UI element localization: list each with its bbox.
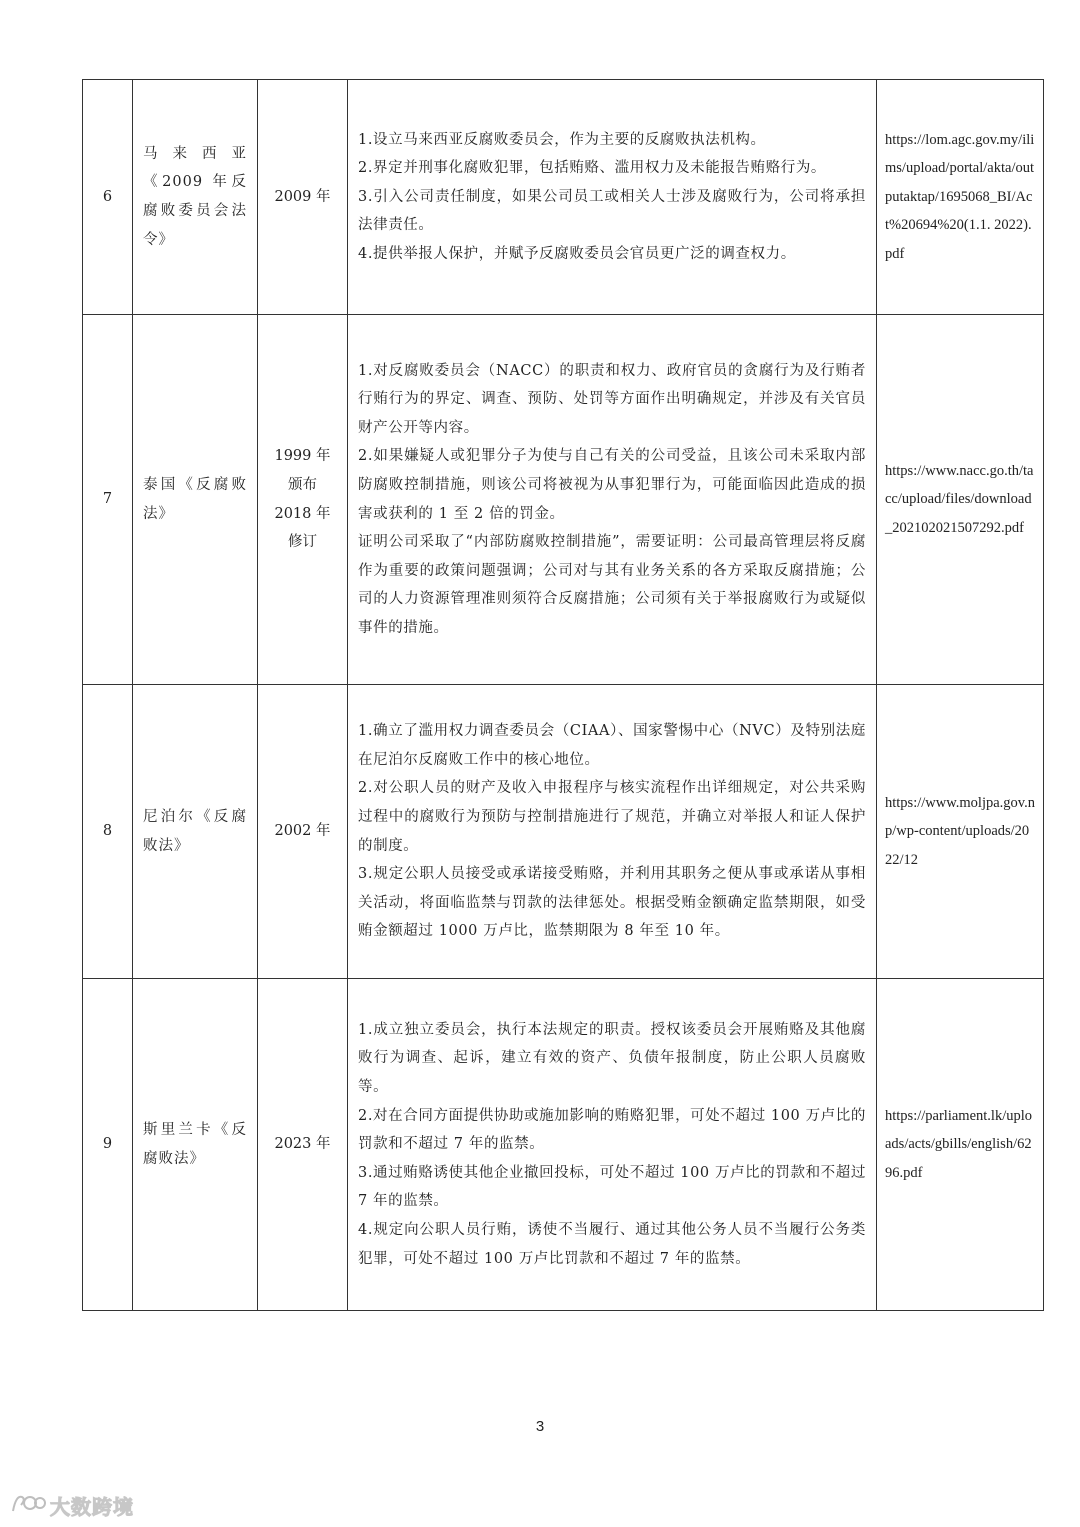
row-number: 8 bbox=[83, 685, 133, 979]
law-year: 2002 年 bbox=[258, 685, 348, 979]
content-point: 1.设立马来西亚反腐败委员会，作为主要的反腐败执法机构。 bbox=[358, 131, 766, 148]
law-url[interactable]: https://parliament.lk/uploads/acts/gbills/english/6296.pdf bbox=[877, 979, 1044, 1311]
content-point: 1.确立了滥用权力调查委员会（CIAA）、国家警惕中心（NVC）及特别法庭在尼泊尔反腐败工作中的核心地位。 bbox=[358, 723, 866, 768]
content-point: 3.通过贿赂诱使其他企业撤回投标，可处不超过 100 万卢比的罚款和不超过 7 年的监禁。 bbox=[358, 1164, 866, 1210]
content-point: 4.提供举报人保护，并赋予反腐败委员会官员更广泛的调查权力。 bbox=[358, 245, 796, 262]
content-point: 2.如果嫌疑人或犯罪分子为使与自己有关的公司受益，且该公司未采取内部防腐败控制措施，则该公司将被视为从事犯罪行为，可能面临因此造成的损害或获利的 1 至 2 倍的罚金。 bbox=[358, 448, 866, 522]
watermark bbox=[10, 1492, 134, 1518]
content-point: 2.对在合同方面提供协助或施加影响的贿赂犯罪，可处不超过 100 万卢比的罚款和不超过 7 年的监禁。 bbox=[358, 1107, 866, 1153]
row-number: 7 bbox=[83, 315, 133, 685]
law-content bbox=[348, 979, 877, 1311]
law-name: 尼泊尔《反腐败法》 bbox=[133, 685, 258, 979]
law-content bbox=[348, 685, 877, 979]
law-year: 2009 年 bbox=[258, 80, 348, 315]
law-content bbox=[348, 80, 877, 315]
content-point: 证明公司采取了“内部防腐败控制措施”，需要证明：公司最高管理层将反腐作为重要的政策问题强调；公司对与其有业务关系的各方采取反腐措施；公司的人力资源管理准则须符合反腐措施；公司须有关于举报腐败行为或疑似事件的措施。 bbox=[358, 534, 866, 636]
content-point: 3.规定公职人员接受或承诺接受贿赂，并利用其职务之便从事或承诺从事相关活动，将面临监禁与罚款的法律惩处。根据受贿金额确定监禁期限，如受贿金额超过 1000 万卢比，监禁期限为 8 年至 10 年。 bbox=[358, 866, 866, 940]
content-point: 3.引入公司责任制度，如果公司员工或相关人士涉及腐败行为，公司将承担法律责任。 bbox=[358, 188, 866, 234]
law-name: 马 来 西 亚《2009 年反腐败委员会法令》 bbox=[133, 80, 258, 315]
table-row bbox=[83, 80, 1044, 315]
law-table bbox=[82, 79, 1044, 1311]
law-year: 2023 年 bbox=[258, 979, 348, 1311]
law-url[interactable]: https://lom.agc.gov.my/ilims/upload/portal/akta/outputaktap/1695068_BI/Act%20694%20(1.1. 2022).pdf bbox=[877, 80, 1044, 315]
law-url[interactable]: https://www.nacc.go.th/tacc/upload/files/download_202102021507292.pdf bbox=[877, 315, 1044, 685]
content-point: 1.对反腐败委员会（NACC）的职责和权力、政府官员的贪腐行为及行贿者行贿行为的界定、调查、预防、处罚等方面作出明确规定，并涉及有关官员财产公开等内容。 bbox=[358, 362, 866, 436]
content-point: 2.界定并刑事化腐败犯罪，包括贿赂、滥用权力及未能报告贿赂行为。 bbox=[358, 160, 827, 177]
law-content bbox=[348, 315, 877, 685]
law-name: 泰国《反腐败法》 bbox=[133, 315, 258, 685]
table-row bbox=[83, 685, 1044, 979]
page-number: 3 bbox=[535, 1418, 545, 1435]
brand-logo-icon bbox=[10, 1491, 46, 1519]
content-point: 1.成立独立委员会，执行本法规定的职责。授权该委员会开展贿赂及其他腐败行为调查、起诉，建立有效的资产、负债年报制度，防止公职人员腐败等。 bbox=[358, 1021, 866, 1096]
row-number: 9 bbox=[83, 979, 133, 1311]
table-row bbox=[83, 315, 1044, 685]
law-name: 斯里兰卡《反腐败法》 bbox=[133, 979, 258, 1311]
watermark-text: 大数跨境 bbox=[50, 1494, 134, 1519]
content-point: 4.规定向公职人员行贿，诱使不当履行、通过其他公务人员不当履行公务类犯罪，可处不超过 100 万卢比罚款和不超过 7 年的监禁。 bbox=[358, 1221, 866, 1267]
law-url[interactable]: https://www.moljpa.gov.np/wp-content/uploads/2022/12 bbox=[877, 685, 1044, 979]
row-number: 6 bbox=[83, 80, 133, 315]
table-row bbox=[83, 979, 1044, 1311]
law-year: 1999 年颁布 2018 年修订 bbox=[258, 315, 348, 685]
content-point: 2.对公职人员的财产及收入申报程序与核实流程作出详细规定，对公共采购过程中的腐败行为预防与控制措施进行了规范，并确立对举报人和证人保护的制度。 bbox=[358, 780, 866, 854]
